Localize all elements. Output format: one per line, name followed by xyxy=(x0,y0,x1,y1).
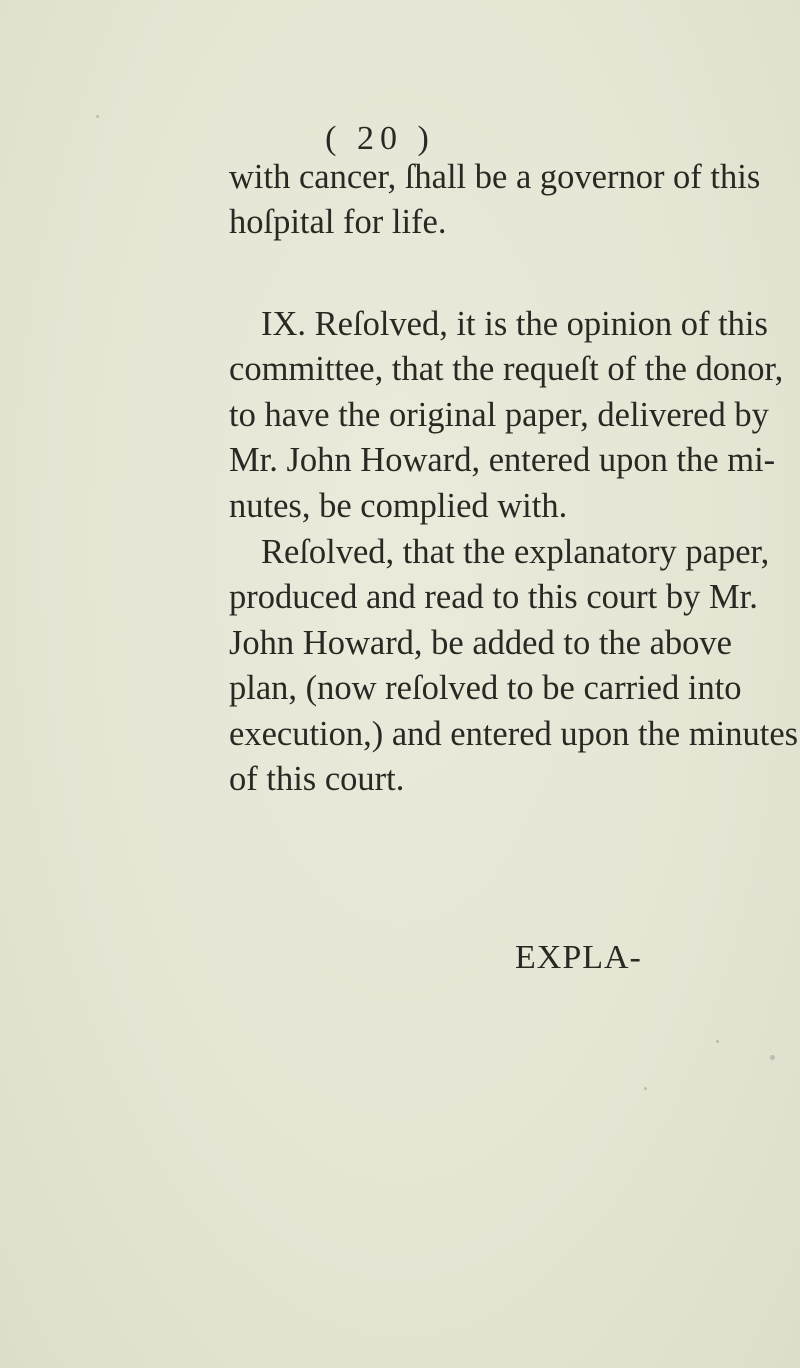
paragraph-continuation xyxy=(229,155,761,246)
page-number: ( 20 ) xyxy=(325,120,435,157)
text-line: Reſolved, that the explanatory paper, xyxy=(261,533,770,571)
paragraph-resolution-explanatory xyxy=(229,530,799,802)
text-line: of this court. xyxy=(229,760,405,799)
text-line: execution,) and entered upon the minutes xyxy=(229,714,799,753)
catchword: EXPLA- xyxy=(515,939,642,976)
text-line: John Howard, be added to the above xyxy=(229,623,732,662)
paper-speck xyxy=(716,1040,719,1043)
text-line: plan, (now reſolved to be carried into xyxy=(229,669,742,708)
text-line: Mr. John Howard, entered upon the mi- xyxy=(229,441,776,480)
paper-speck xyxy=(644,1087,647,1090)
text-line: to have the original paper, delivered by xyxy=(229,395,769,434)
text-line: committee, that the requeſt of the donor, xyxy=(229,350,784,389)
text-line: IX. Reſolved, it is the opinion of this xyxy=(261,305,768,343)
text-line: hoſpital for life. xyxy=(229,203,447,242)
paper-speck xyxy=(770,1055,775,1060)
text-line: nutes, be complied with. xyxy=(229,486,568,525)
paper-speck xyxy=(96,115,99,118)
paragraph-resolution-ix xyxy=(229,302,784,529)
text-line: produced and read to this court by Mr. xyxy=(229,578,758,617)
text-line: with cancer, ſhall be a governor of this xyxy=(229,158,761,196)
